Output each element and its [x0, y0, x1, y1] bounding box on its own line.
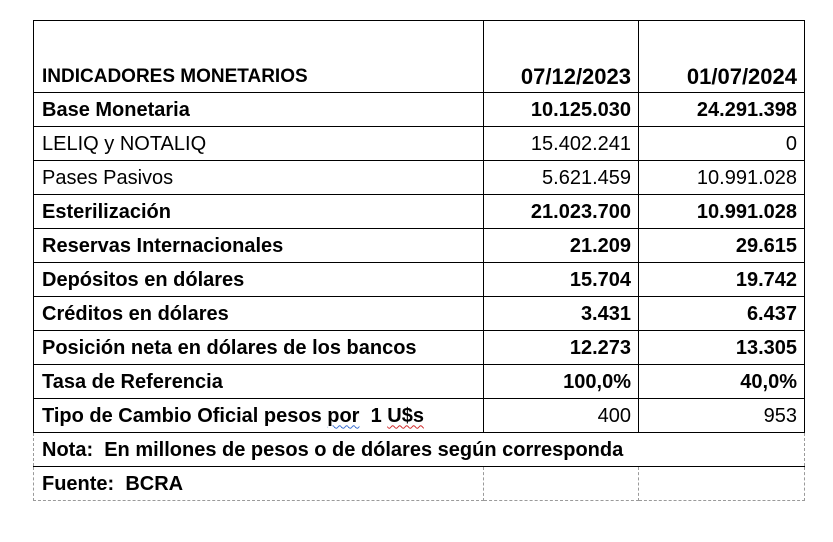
note-text: Nota: En millones de pesos o de dólares según corresponda — [34, 433, 805, 467]
row-value-date-2: 24.291.398 — [639, 93, 805, 127]
row-value-date-1: 12.273 — [484, 331, 639, 365]
table-row — [34, 93, 805, 127]
row-label: LELIQ y NOTALIQ — [34, 127, 484, 161]
table-row — [34, 297, 805, 331]
row-label: Depósitos en dólares — [34, 263, 484, 297]
row-label: Créditos en dólares — [34, 297, 484, 331]
row-label: Posición neta en dólares de los bancos — [34, 331, 484, 365]
row-value-date-2: 6.437 — [639, 297, 805, 331]
exchange-label-prefix: Tipo de Cambio Oficial pesos — [42, 404, 328, 427]
column-header-date-1: 07/12/2023 — [484, 21, 639, 93]
note-row — [34, 433, 805, 467]
row-value-date-1: 15.402.241 — [484, 127, 639, 161]
exchange-label-gap: 1 — [359, 404, 388, 427]
exchange-label-currency: U$s — [387, 404, 424, 427]
row-value-date-1: 10.125.030 — [484, 93, 639, 127]
source-text: Fuente: BCRA — [34, 467, 484, 501]
row-value-date-1: 21.023.700 — [484, 195, 639, 229]
table-row-exchange-rate — [34, 399, 805, 433]
row-value-date-2: 10.991.028 — [639, 195, 805, 229]
row-value-date-2: 19.742 — [639, 263, 805, 297]
row-value-date-2: 29.615 — [639, 229, 805, 263]
row-value-date-1: 15.704 — [484, 263, 639, 297]
row-value-date-1: 5.621.459 — [484, 161, 639, 195]
empty-cell — [484, 467, 639, 501]
row-value-date-2: 953 — [639, 399, 805, 433]
column-header-date-2: 01/07/2024 — [639, 21, 805, 93]
table-header-row — [34, 21, 805, 93]
row-label — [34, 399, 484, 433]
empty-cell — [639, 467, 805, 501]
row-label: Pases Pasivos — [34, 161, 484, 195]
table-row — [34, 263, 805, 297]
row-label: Base Monetaria — [34, 93, 484, 127]
monetary-indicators-table — [33, 20, 805, 501]
source-row — [34, 467, 805, 501]
table-title: INDICADORES MONETARIOS — [34, 21, 484, 93]
row-value-date-1: 21.209 — [484, 229, 639, 263]
table-row — [34, 229, 805, 263]
row-label: Esterilización — [34, 195, 484, 229]
row-value-date-2: 40,0% — [639, 365, 805, 399]
row-value-date-1: 100,0% — [484, 365, 639, 399]
table-row — [34, 161, 805, 195]
table-row — [34, 195, 805, 229]
table-row — [34, 365, 805, 399]
row-label: Tasa de Referencia — [34, 365, 484, 399]
table-row — [34, 127, 805, 161]
row-value-date-2: 13.305 — [639, 331, 805, 365]
exchange-label-por: por — [327, 404, 360, 427]
row-value-date-2: 10.991.028 — [639, 161, 805, 195]
row-value-date-2: 0 — [639, 127, 805, 161]
row-value-date-1: 400 — [484, 399, 639, 433]
row-label: Reservas Internacionales — [34, 229, 484, 263]
table-row — [34, 331, 805, 365]
row-value-date-1: 3.431 — [484, 297, 639, 331]
